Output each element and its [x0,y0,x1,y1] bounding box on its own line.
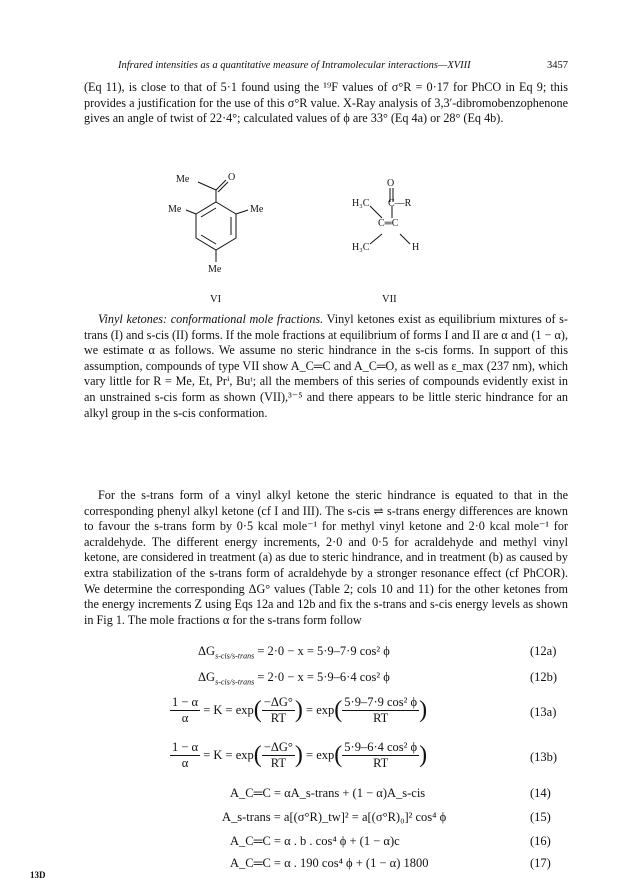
structure-vi-drawing [168,172,288,292]
vi-bottom-me: Me [208,264,222,275]
eq13b-frac-num: 1 − α [172,740,199,754]
eq13b-frac-den: α [181,756,189,770]
structure-vi [168,172,288,292]
eq13b-g-num: −ΔG° [263,740,293,754]
running-title: Infrared intensities as a quantitative measure of Intramolecular interactions—XVIII [118,60,471,71]
eq14-number: (14) [530,786,551,800]
structure-vii-drawing [340,178,470,278]
eq16-number: (16) [530,834,551,848]
eq13b-r-num: 5·9–6·4 cos² ϕ [344,740,418,754]
eq12a-rhs: = 2·0 − x = 5·9–7·9 cos² ϕ [254,644,390,658]
eq13a-g-den: RT [270,711,286,725]
vii-h: H [412,242,420,253]
eq12b-sub: s-cis/s-trans [215,677,255,687]
vi-carbonyl-o: O [228,172,236,183]
paragraph-2-text: Vinyl ketones exist as equilibrium mixtures of s-trans (I) and s-cis (II) forms. If the mole fractions at equilibrium of forms I and II are α and (1 − α), we estimate α as follows. We assume no steric hindrance in the s-cis forms. In support of this assumption, compounds of type VII show A_C═C and A_C═O, as well as ε_max (237 nm), which vary little for R = Me, Et, Prⁱ, Buᵗ; all the members of this series of compounds evidently exist in an unstrained s-cis form as shown (VII),³⁻⁵ and there appears to be little steric hindrance for an alkyl group in the s-cis conformation. [84,312,568,420]
eq13a-frac-den: α [181,711,189,725]
equation-15 [0,810,624,832]
vii-c-r: C—R [388,198,412,209]
vii-h3c-bottom: H₃C [352,242,370,253]
equation-14 [0,786,624,808]
vi-right-me: Me [250,204,264,215]
eq15-number: (15) [530,810,551,824]
eq12b-lhs: ΔG [198,670,216,684]
eq14-text: A_C═C = αA_s-trans + (1 − α)A_s-cis [230,786,426,800]
eq12a-sub: s-cis/s-trans [215,651,255,661]
eq13a-eq: = exp [302,703,335,717]
eq13b-eq: = exp [302,748,335,762]
eq15-text: A_s-trans = a[(σ°R)_tw]² = a[(σ°R)₀]² cos⁴ ϕ [222,810,447,824]
eq17-number: (17) [530,856,551,870]
equation-17 [0,856,624,878]
paragraph-2 [84,312,568,421]
equation-13b: $\frac{1 - \alpha}{\alpha}$ = K = exp( $\frac{-\Delta G^\circ}{RT}$ ) = exp( $\frac{\text{5·9–6·4 cos² ϕ}}{RT}$ ) (13b) [172,740,558,770]
eq13b-g-den: RT [270,756,286,770]
vii-o: O [387,178,395,189]
running-header [118,60,568,71]
eq12a-lhs: ΔG [198,644,216,658]
paragraph-1: (Eq 11), is close to that of 5·1 found using the ¹⁹F values of σ°R = 0·17 for PhCO in Eq 9; this provides a justification for the use of this σ°R value. X-Ray analysis of 3,3′-dibromobenzophenone gives an angle of twist of 22·4°; calculated values of ϕ are 33° (Eq 4a) or 28° (Eq 4b). [84,80,568,126]
vi-top-me: Me [176,174,190,185]
vi-left-me: Me [168,204,182,215]
equation-16 [0,834,624,856]
eq12b-number: (12b) [530,670,558,684]
equation-12b [0,670,624,692]
equation-12a [0,644,624,666]
eq13b-number: (13b) [530,750,558,764]
vii-h3c-top: H₃C [352,198,370,209]
eq13a-frac-num: 1 − α [172,695,199,709]
structure-vi-label: VI [210,294,222,305]
page-footer: 13D [30,870,46,880]
eq12a-number: (12a) [530,644,557,658]
eq13a-r-num: 5·9–7·9 cos² ϕ [344,695,418,709]
eq16-text: A_C═C = α . b . cos⁴ ϕ + (1 − α)c [230,834,400,848]
structure-vii [340,178,470,278]
paragraph-3: For the s-trans form of a vinyl alkyl ketone the steric hindrance is equated to that in the corresponding phenyl alkyl ketone (cf I and III). The s-cis ⇌ s-trans energy differences are known to favour the s-trans form by 0·5 kcal mole⁻¹ for methyl vinyl ketone and 2·0 kcal mole⁻¹ for acraldehyde. The different energy increments, 2·0 and 0·5 for acraldehyde and methyl vinyl ketone, are considered in treatment (a) as due to steric hindrance, and in treatment (b) as caused by extra stabilization of the s-trans form of acraldehyde by a stronger resonance effect (cf PhCOR). We determine the corresponding ΔG° values (Table 2; cols 10 and 11) for the other ketones from the energy increments Z using Eqs 12a and 12b and fix the s-trans and s-cis energy levels as shown in Fig 1. The mole fractions α for the s-trans form follow [84,488,568,627]
eq13a-mid: = K = exp [200,703,254,717]
equation-13a: $\frac{1 - \alpha}{\alpha}$ = K = exp( $\frac{-\Delta G^\circ}{RT}$ ) = exp( $\frac{\text{5·9–7·9 cos² ϕ}}{RT}$ ) (13a) [172,695,557,725]
eq13b-r-den: RT [373,756,389,770]
structure-vii-label: VII [382,294,397,305]
page-number: 3457 [547,60,568,71]
eq12b-rhs: = 2·0 − x = 5·9–6·4 cos² ϕ [254,670,390,684]
eq13a-r-den: RT [373,711,389,725]
eq13b-mid: = K = exp [200,748,254,762]
eq13a-g-num: −ΔG° [263,695,293,709]
eq13a-number: (13a) [530,705,557,719]
eq17-text: A_C═C = α . 190 cos⁴ ϕ + (1 − α) 1800 [230,856,429,870]
vii-c-eq-c: C═C [378,218,399,229]
section-heading: Vinyl ketones: conformational mole fractions. [98,312,324,326]
